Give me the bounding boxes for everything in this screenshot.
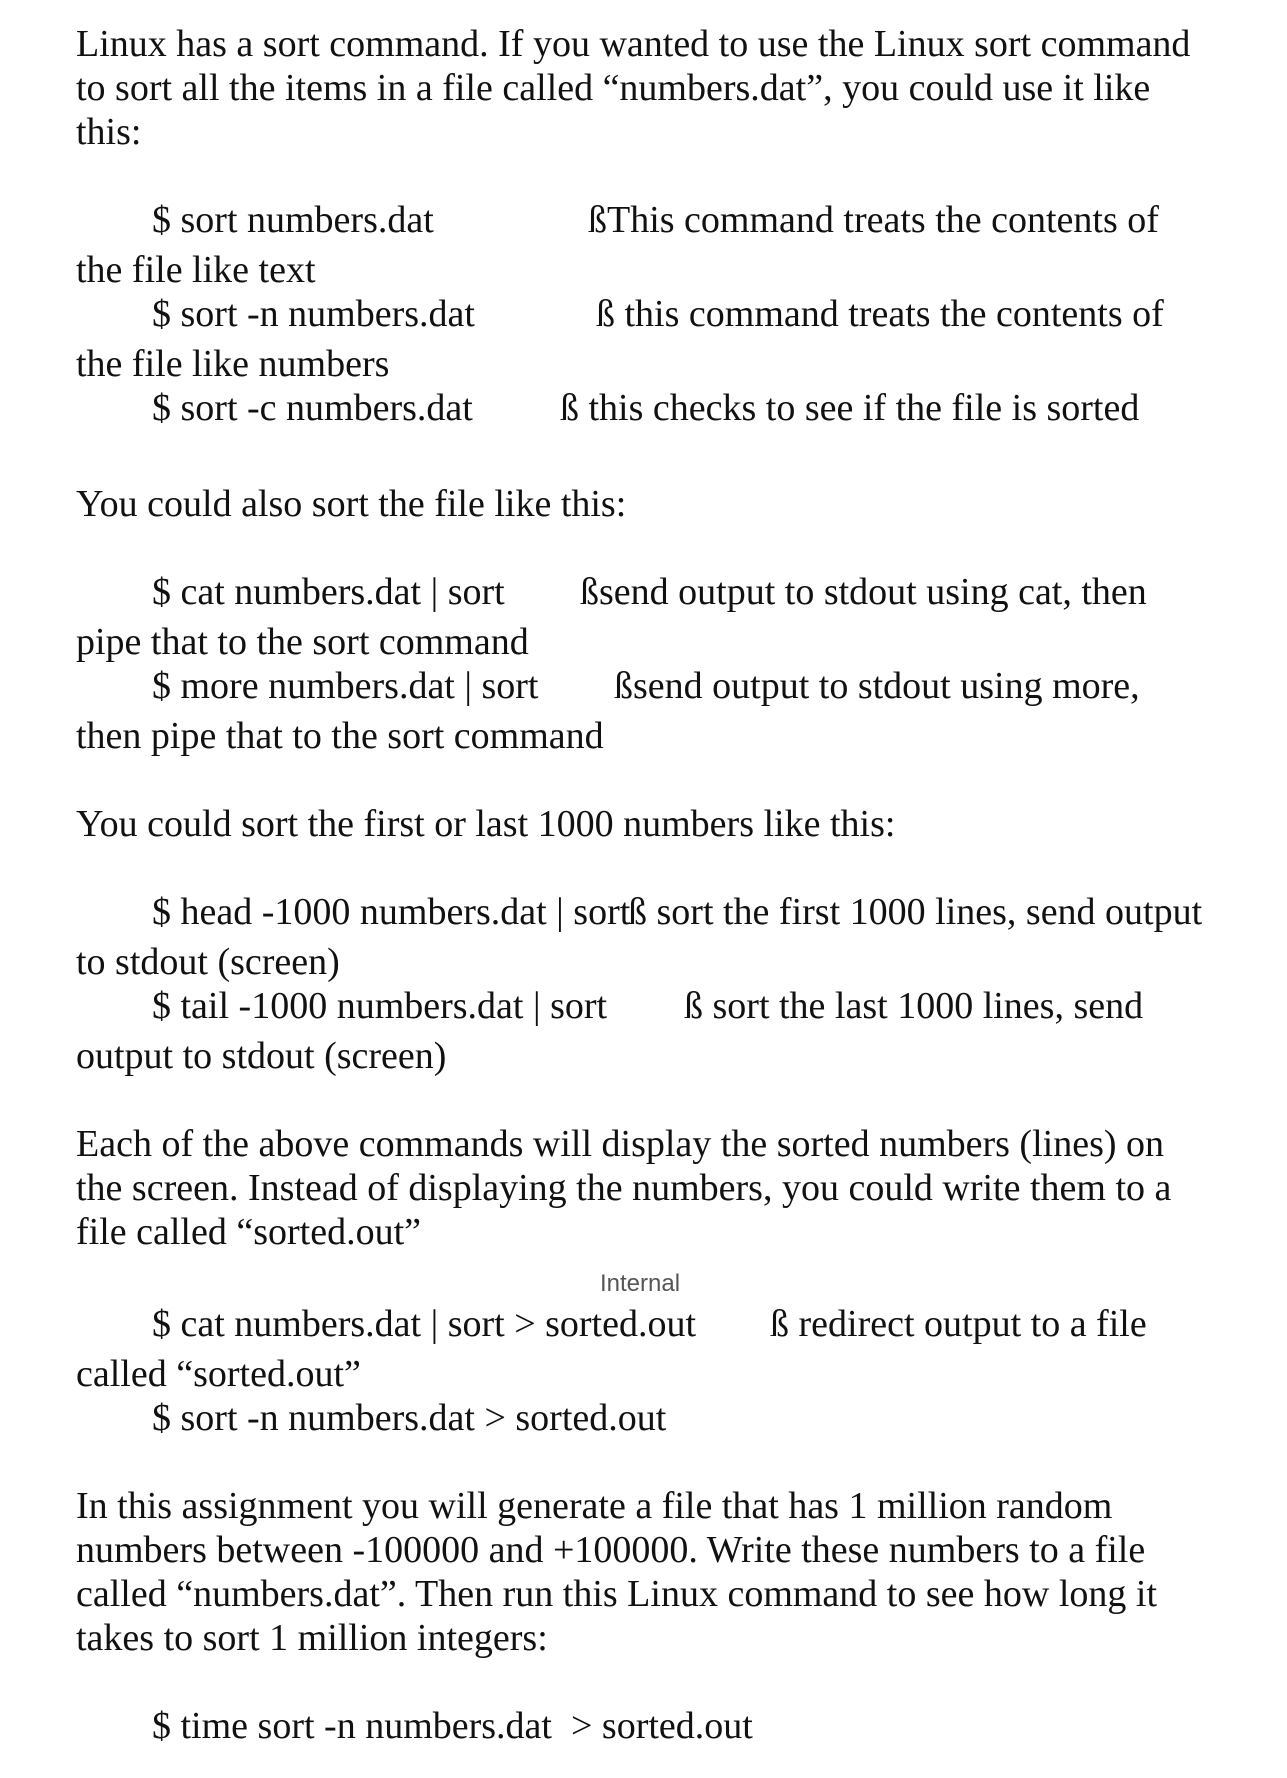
note-sort-check: ß this checks to see if the file is sorted — [560, 387, 1140, 429]
intro-line: this: — [76, 111, 142, 153]
note-continuation: the file like numbers — [76, 343, 390, 385]
command-time-sort: $ time sort -n numbers.dat > sorted.out — [152, 1705, 753, 1747]
redirect-intro-line: the screen. Instead of displaying the numbers, you could write them to a — [76, 1167, 1172, 1209]
note-cat-redirect: ß redirect output to a file — [770, 1303, 1147, 1345]
note-tail-sort: ß sort the last 1000 lines, send — [684, 985, 1144, 1027]
section-intro: You could also sort the file like this: — [76, 483, 627, 525]
command-cat-sort: $ cat numbers.dat | sort — [152, 571, 505, 613]
note-sort-numeric: ß this command treats the contents of — [596, 293, 1164, 335]
command-tail-sort: $ tail -1000 numbers.dat | sort — [152, 985, 608, 1027]
command-more-sort: $ more numbers.dat | sort — [152, 665, 539, 707]
command-sort-numeric: $ sort -n numbers.dat — [152, 293, 475, 335]
intro-line: to sort all the items in a file called “numbers.dat”, you could use it like — [76, 67, 1151, 109]
assignment-line: takes to sort 1 million integers: — [76, 1617, 548, 1659]
note-continuation: then pipe that to the sort command — [76, 715, 604, 757]
intro-line: Linux has a sort command. If you wanted to use the Linux sort command — [76, 23, 1191, 65]
note-more-sort: ßsend output to stdout using more, — [614, 665, 1140, 707]
note-continuation: pipe that to the sort command — [76, 621, 529, 663]
assignment-line: called “numbers.dat”. Then run this Linux command to see how long it — [76, 1573, 1157, 1615]
command-cat-redirect: $ cat numbers.dat | sort > sorted.out — [152, 1303, 697, 1345]
note-continuation: called “sorted.out” — [76, 1353, 361, 1395]
classification-label: Internal — [600, 1270, 681, 1297]
command-sort-check: $ sort -c numbers.dat — [152, 387, 473, 429]
assignment-line: numbers between -100000 and +100000. Write these numbers to a file — [76, 1529, 1146, 1571]
note-cat-sort: ßsend output to stdout using cat, then — [580, 571, 1147, 613]
note-head-sort: ß sort the first 1000 lines, send output — [628, 891, 1203, 933]
note-continuation: output to stdout (screen) — [76, 1035, 447, 1077]
command-sort-text: $ sort numbers.dat — [152, 199, 434, 241]
redirect-intro-line: file called “sorted.out” — [76, 1211, 422, 1253]
assignment-line: In this assignment you will generate a file that has 1 million random — [76, 1485, 1113, 1527]
note-continuation: to stdout (screen) — [76, 941, 340, 983]
section-intro: You could sort the first or last 1000 numbers like this: — [76, 803, 896, 845]
command-head-sort: $ head -1000 numbers.dat | sort — [152, 891, 631, 933]
note-sort-text: ßThis command treats the contents of — [588, 199, 1159, 241]
note-continuation: the file like text — [76, 249, 316, 291]
redirect-intro-line: Each of the above commands will display the sorted numbers (lines) on — [76, 1123, 1165, 1165]
command-sort-redirect: $ sort -n numbers.dat > sorted.out — [152, 1397, 667, 1439]
